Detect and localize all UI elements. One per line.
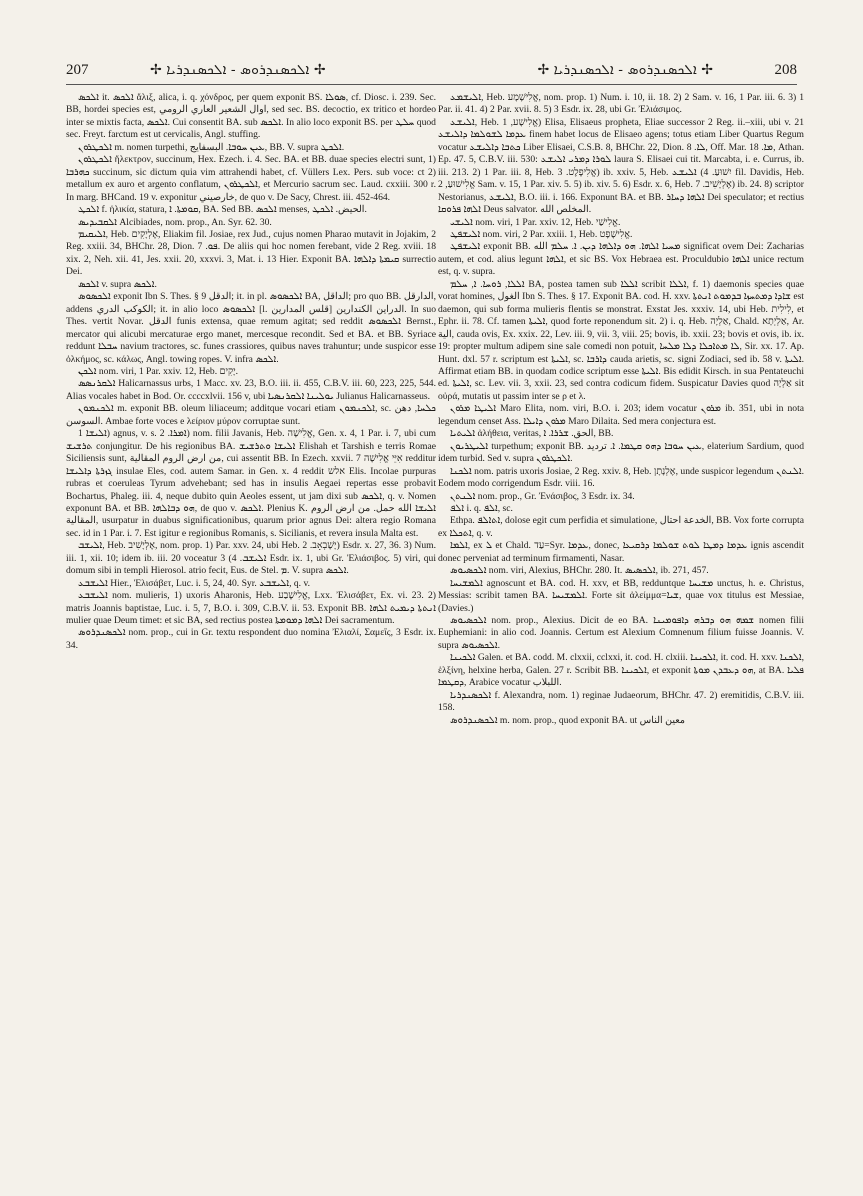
dictionary-entry: ܐܠܝܫܝ nom. viri, 1 Par. xxiv. 12, Heb. אֱלִישַׁי. [450,216,621,228]
dictionary-entry: ܐܠܟܣܢܕܪܘܣ m. nom. prop., quod exponit BA. ut معين الناس [450,714,686,726]
dictionary-entry: ܐܠܟܣ it. ܐܠܟܣ ἄλιξ, alica, i. q. χόνδρος, per quem exponit BS. ܣܘܠܐ, cf. Diosc. i. 239. Sec. BB, hordei species est, اوال الشعير العاري الرومي, sed sec. BS. decoctio, ex tritico et hordeo inter se mixtis facta, ܐܠܟܣ. Cui consentit BA. sub ܐܠܟܣ. In alio loco exponit BS. per ܚܠܛ quod sec. Freyt. farctum est ut cervicalis, Angl. stuffing. [66,92,436,141]
left-running-title: ✢ ܐܠܟܣܢܕܪܘܣ - ܐܠܟܣܢܕܪܝܐ ✢ [150,62,326,78]
dictionary-entry: ܐܠܟܝܢܐ Galen. et BA. codd. M. clxxii, cclxxi, it. cod. H. clxiii. ܐܠܟܝܢܐ, it. cod. H. xxv. ܐܠܟܢܐ, ἑλξίνη, helxine herba, Galen. 27 r. Scribit BB. ܐܠܟܝܢܐ, et exponit ܗܘ ܕܥܒܕܢ ܡܘܬܐ, at BA. ܦܠܝܐ ܕܩܛܡܐ, Arabice vocatur اللبلاب. [438,652,804,689]
dictionary-entry: ܐܠܟܣܘܣ exponit Ibn S. Thes. § 9 الدقل; it. in pl. ܐܠܟܣܘܣ BA, الداقل; pro quo BB. الدارقل, addens الكوكب الدري; it. in alio loco ܐܠܟܣܘܣ [l. قلس المدارين] الدراين الكندارين. In suo Thes. vertit Novar. الدقل funis extensa, quae remum agitat; sed reddit ܐܠܟܣܘܣ Bernst., mercator qui alicubi mercaturae ergo manet, mercesque recondit. Sed et BA. et BB. Syriace reddunt ܚܒܠܐ navium tractores, sc. funes crassiores, quibus naves trahuntur; unde suspicor esse ὁλκήμος, sc. κάλως, Angl. towing ropes. V. infra ܐܠܟܣ. [66,291,436,365]
dictionary-entry: ܐܠܢܬܢ nom. prop., Gr. Ἐνάσιβος, 3 Esdr. ix. 34. [450,490,635,502]
dictionary-entry: ܐܠܟܢ nom. viri, 1 Par. xxiv. 12, Heb. יָקִים. [78,365,239,377]
left-column [66,92,436,1167]
dictionary-entry: ܐܠܟܣܝܘܣ nom. viri, Alexius, BHChr. 280. It. ܐܠܟܣܝܣ, ib. 271, 457. [450,565,709,577]
right-column [438,92,804,1167]
dictionary-entry: ܐܠܟܣܝܘܣ nom. prop., Alexius. Dicit de eo BA. ܫܡܗ ܗܘ ܕܒܪܗ ܕܐܦܘܡܝܢܐ nomen filii Euphemiani: in alio cod. Joannis. Certum est Alexium Comnenum filium fuisse Joannis. V. supra ܐܠܟܣܝܘܣ. [438,615,804,651]
running-header [66,62,797,82]
right-page-number: 208 [774,62,797,78]
dictionary-entry: ܐܠܝܫܒܥ Hier., Ἐλισάβετ, Luc. i. 5, 24, 40. Syr. ܐܠܝܫܒܥ, q. v. [78,577,311,589]
dictionary-entry: ܐܠܝܛܐ ܡܪܘܢ Maro Elita, nom. viri, B.O. i. 203; idem vocatur ܡܪܘܢ ib. 351, ubi in nota legendum censet Ass. ܡܪܘܢ ܕܐܝܠܐ Maro Dilaita. Sed mera conjectura est. [438,403,804,427]
dictionary-entry: ܐܠܩܪܢܣܣ Halicarnassus urbs, 1 Macc. xv. 23, B.O. iii. ii. 455, C.B.V. iii. 60, 223, 225, 544. Alias vocales habet in Bod. Or. ccccxlvii. 156 v, ubi ܝܘܠܝܢܐ ܐܠܩܪܢܣܝܐ Julianus Halicarnasseus. [66,378,436,402]
dictionary-entry: ܐܠܝܫܥ, Heb. אֱלִישָׁע, 1) Elisa, Elisaeus propheta, Eliae successor 2 Reg. ii.–xiii, ubi v. 21 ܥܕܡܐ ܠܫܘܠܡܐ ܕܐܠܝܫܥ finem habet locus de Elisaeo agens; totus etiam Liber Quartus Regum vocatur ܟܬܒܐ ܕܐܠܝܫܥ Liber Elisaei, C.S.B. 8, BHChr. 22, Dion. ܠܐ. 8, Off. Mar. ܡܐ. 18, Athan. Ep. 47. 5, C.B.V. iii. 530: ܠܘܪܐ ܕܡܪܝ ܐܠܝܫܥ laura S. Elisaei cui tit. Marcabta, i. e. Currus, ib. iii. 213. 2) 1 Par. iii. 8, Heb. אֱלִיפֶלֶט. 3) ib. xxiv. 5, Heb. יִשׁוּעַ. 4) ܐܠܝܫܥ fil. Davidis, Heb. אֱלִישׁוּעַ, 2 Sam. v. 15, 1 Par. xiv. 5. 5) ib. xiv. 5. 6) Esdr. x. 6, Heb. אֶלְיָשִׁיב. 7) ib. 24. 8) scriptor Nestorianus, ܐܠܝܫܥ, B.O. iii. i. 166. Exponunt BA. et BB. ܐܠܗܐ ܕܚܐܪ Dei speculator; et rectius ܐܠܗܐ ܦܪܘܩܐ Deus salvator. المخلص الله. [438,116,804,216]
dictionary-entry: ܐܠܟܛܪܘܢ ἤλεκτρον, succinum, Hex. Ezech. i. 4. Sec. BA. et BB. duae species electri sunt, 1) ܟܗܪܒܐ succinum, sic dictum quia vim attrahendi habet, cf. Vüllers Lex. Pers. sub voce: ct 2) metallum ex auro et argento conflatum, ܐܠܟܛܪܘܢ, et Mercurio sacrum sec. Laud. cxxiii. 300 r. In marg. BHCand. 19 v. exponitur خارصيني, de quo v. De Sacy, Chrest. iii. 452-464. [66,154,436,203]
dictionary-entry: ܐܠܡܫܝܚܐ agnoscunt et BA. cod. H. xxv, et BB, redduntque ܡܫܝܚܐ unctus, h. e. Christus, Messias: scribit tamen BA. ܐܠܡܫܝܚܐ. Forte sit ἀλείμμα=ܫܝܐ, quae vox titulus est Messiae, (Davies.) [438,577,804,614]
dictionary-entry: ܐܠܝܫܒ, Heb. אֶלְיָשִׁיב, nom. prop. 1) Par. xxv. 24, ubi Heb. יָשָׁבְאָב. 2) Esdr. x. 27, 36. 3) Num. iii. 1, xii. 10; idem ib. iii. 20 voceatur ܐܠܝܫܒ. 4) 3 Esdr. ix. 1, ubi Gr. Ἐλιάσιβος. 5) viri, qui domum sibi in templi Hierosol. atrio fecit, Eus. de Stel. ܡ. V. supra ܐܠܟܣ. [66,540,436,577]
header-rule [66,84,797,85]
dictionary-entry: ܐܠܟܛܪܘܢ m. nomen turpethi, ܥܝܢ ܚܘܒܐ. البسفايج, BB. V. supra ܐܠܟܛ. [78,141,345,153]
dictionary-entry: ܐܠܟܣܢܕܪܝܐ f. Alexandra, nom. 1) reginae Judaeorum, BHChr. 47. 2) eremitidis, C.B.V. iii. 158. [438,689,804,714]
dictionary-entry: ܐܠܟܢܐ nom. patris uxoris Josiae, 2 Reg. xxiv. 8, Heb. אֶלְנָתָן, unde suspicor legendum ܐܠܢܬܢ. Eodem modo corrigendum Esdr. viii. 16. [438,465,804,490]
dictionary-entry: ܐܠܝܫܐ 1) agnus, v. s. ܐܡܪܐ. 2) nom. filii Javanis, Heb. אֱלִישָׁה, Gen. x. 4, 1 Par. i. 7, ubi cum ܬܪܫܝܫ conjungitur. De his regionibus BA. ܐܠܝܫܐ ܘܬܪܫܝܫ Elishah et Tarshish e terris Romae Siciliensis sunt, من ارض الروم المقالية, cui assentit BB. In Ezech. xxvii. 7 אִיֵּי אֱלִישָׁה redditur ܓܙܪܬܐ ܕܐܠܝܫܐ insulae Eles, cod. autem Samar. in Gen. x. 4 reddit אלש Elis. Incolae purpuras rubras et coeruleas Tyrum advehebant; sed has in insulis Aegaei repertas esse probavit Bochartus, Phaleg. iii. 4, neque dubito quin Aeoles essent, ut jam dixi sub ܐܠܟܣ, q. v. Nomen exponunt BA. et BB. ܗܘ ܕܒܐܠܗܐ, de quo v. ܐܠܟܣ. Plenius K. ܐܠܝܫܐ الله حمل. من ارض الروم المقالية, usurpatur in duabus significationibus, quarum prior agnus Dei: altera regio Romana sec. id in 1 Par. i. 7. Est igitur e regionibus Romanis, s. Sicilianis, et revera insula Malta est. [66,428,436,539]
dictionary-entry: ܐܠܩܒܝܕܝܣ Alcibiades, nom. prop., An. Syr. 62. 30. [78,216,272,228]
dictionary-entry: ܐܠܝܫܡܥ, Heb. אֱלִישָׁמָע, nom. prop. 1) Num. i. 10, ii. 18. 2) 2 Sam. v. 16, 1 Par. iii. 6. 3) 1 Par. ii. 41. 4) 2 Par. xvii. 8. 5) 3 Esdr. ix. 28, ubi Gr. Ἐλιάσιμος. [438,92,804,116]
dictionary-entry: ܐܠܝܩܝܡ, Heb. אֶלְיָקִים, Eliakim fil. Josiae, rex Jud., cujus nomen Pharao mutavit in Jojakim, 2 Reg. xxiii. 34, BHChr. 28, Dion. ܦܘ. 7. De aliis qui hoc nomen ferebant, vide 2 Reg. xviii. 18 xix. 2, Neh. xii. 41, Jes. xxii. 20, xxxvi. 3, Mat. i. 13 Hier. Exponit BA. ܩܝܡܬܐ ܕܐܠܗܐ surrectio Dei. [66,228,436,278]
dictionary-entry: ܐܠܝܫܦܛ nom. viri, 2 Par. xxiii. 1, Heb. אֱלִישָׁפָט. [450,228,633,240]
dictionary-entry: ܐܠܝܬܝܐ ἀλήθεια, veritas, الحق. ܫܪܪܐ. ܐ, BB. [450,428,614,440]
dictionary-entry: ܐܠܡܐ, ex ܠ et Chald. עַד=Syr. ܥܕܡܐ, donec, ܥܕܡܐ ܕܡܛܐ ܠܘܬ ܫܘܠܡܐ ܕܪܩܝܥܐ ignis ascendit donec perveniat ad terminum firmamenti, Nasar. [438,540,804,564]
dictionary-entry: ܐܠܝܫܦܛ exponit BB. ܡܚܝܐ ܐܠܗܐ. ܗܘ ܕܐܠܗܐ ܕܝܢ. ܐ. ܚܠܡ الله significat ovem Dei: Zacharias autem, et cod. alius legunt ܐܠܗܐ, et sic BS. Vox Hebraea est. Proculdubio ܐܠܗܐ unice rectum est, q. v. supra. [438,241,804,278]
dictionary-entry: Ethpa. ܐܬܐܠܦ, dolose egit cum perfidia et simulatione, الخدعة احتال, BB. Vox forte corrupta ex ܐܬܟܠܐ, q. v. [438,515,804,539]
dictionary-entry: ܐܠܝܛܪܝܘܢ turpethum; exponit BB. ܥܝܢ ܚܘܒܐ ܕܗܘ ܩܛܡܐ. ܐ. ترديد, elaterium Sardium, quod idem turbid. Sed v. supra ܐܠܟܛܪܘܢ. [438,440,804,465]
dictionary-entry: ܐܠܦ i. q. ܐܠܦ, sc. [450,502,513,514]
dictionary-entry: ܐܠܟܣܢܕܪܘܣ nom. prop., cui in Gr. textu respondent duo nomina Ἐλιαλί, Σαμεΐς, 3 Esdr. ix. 34. [66,627,436,651]
dictionary-entry: ܐܠܝܫܒܥ nom. mulieris, 1) uxoris Aharonis, Heb. אֱלִישֶׁבַע, Lxx. Ἐλισάβετ, Ex. vi. 23. 2) matris Joannis baptistae, Luc. i. 5, 7, B.O. i. 309, C.B.V. ii. 53. Exponit BB. ܐܢܬܬܐ ܕܝܡܝܬ ܐܠܗܐ mulier quae Deum timet: et sic BA, sed rectius postea ܐܠܗܐ ܕܡܘܡܬܐ Dei sacramentum. [66,590,436,627]
dictionary-entry: ܐܠܟܛ f. ἡλικία, statura, ܩܘܡܬܐ. ܐ, BA. Sed BB. ܐܠܟܣ menses, الحيض. ܐܠܟܛ. [78,204,367,216]
right-running-title: ✢ ܐܠܟܣܢܕܪܘܣ - ܐܠܟܣܢܕܪܝܐ ✢ [537,62,713,78]
dictionary-entry: ܐܠܟܢܡܘܢ m. exponit BB. oleum liliaceum; additque vocari etiam ܐܠܟܢܡܘܢ, sc. ܟܠܚܐ, دهن السوسن. Ambae forte voces e λείριον μύρον corruptae sunt. [66,403,436,427]
left-page-number: 207 [66,62,89,78]
dictionary-entry: ܐܠܠܐ, ܪܘܚܐ. ܐ, ܚܠܡ BA, postea tamen sub ܐܠܠܐ scribit ܐܠܠܐ, f. 1) daemonis species quae vorat homines, الغول Ibn S. Thes. § 17. Exponit BA. cod. H. xxv. ܫܐܕܐ ܕܡܬܚܙܐ ܒܕܡܘܬ ܐܢܬܬܐ est daemon, qui sub forma mulieris flentis se monstrat. Exstat Jes. xxxiv. 14, ubi Heb. לִילִית, et Ephr. ii. 78. Cf. tamen ܐܠܝܬܐ, quod forte reponendum sit. 2) i. q. Heb. אַלְיָה, Chald. אַלְיְתָא, Ar. الية, cauda ovis, Ex. xxix. 22, Lev. iii. 9, vii. 3, viii. 25; bovis, ib. xxii. 23; bovis et ovis, ib. ix. 19: propter multum adipem sine sale comedi non potuit, ܠܐ ܡܬܐܟܠܐ ܕܠܐ ܡܠܚܐ, Sir. xx. 17. Ap. Hunt. dxl. 57 r. scriptum est ܐܠܝܬܐ, sc. ܕܐܪܒܐ cauda arietis, sc. signi Zodiaci, sed ib. 58 v. ܐܠܝܬܐ. Affirmat etiam BB. in quodam codice scriptum esse ܐܠܝܬܐ. Bis edidit Kirsch. in sua Pentateuchi ed. ܐܠܝܬܐ, sc. Lev. vii. 3, xxii. 23, sed contra codicum fidem. Suspicatur Davies quod אַלְיָה sit οὐρά, mutatis ut passim inter se ρ et λ. [438,278,804,402]
dictionary-entry: ܐܠܟܣ v. supra ܐܠܟܣ. [78,278,157,290]
